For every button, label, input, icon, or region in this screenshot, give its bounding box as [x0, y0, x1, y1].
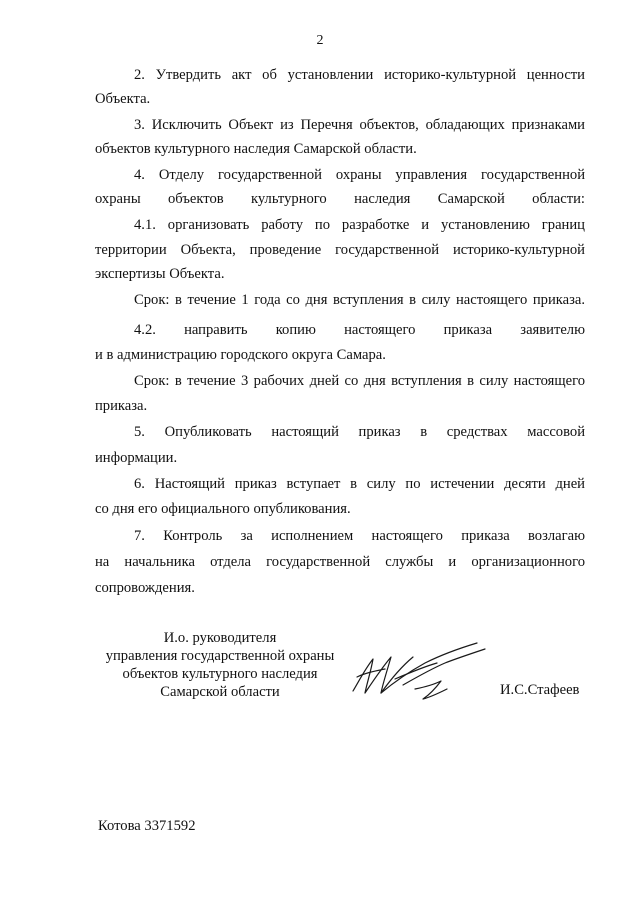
signer-name: И.С.Стафеев — [500, 682, 580, 698]
item-4-line-1: 4. Отделу государственной охраны управления государственной — [134, 167, 585, 183]
item-6-line-2: со дня его официального опубликования. — [95, 501, 351, 517]
item-2-line-1: 2. Утвердить акт об установлении историко-культурной ценности — [134, 67, 585, 83]
item-4-2-line-1: 4.2. направить копию настоящего приказа заявителю — [134, 322, 585, 338]
item-4-1-line-3: экспертизы Объекта. — [95, 266, 225, 282]
signatory-title-line-2: управления государственной охраны — [105, 648, 335, 664]
item-7-line-1: 7. Контроль за исполнением настоящего приказа возлагаю — [134, 528, 585, 544]
item-4-2-line-2: и в администрацию городского округа Самара. — [95, 347, 386, 363]
page-number: 2 — [316, 33, 324, 48]
item-4-line-2: охраны объектов культурного наследия Самарской области: — [95, 191, 585, 207]
item-6-line-1: 6. Настоящий приказ вступает в силу по истечении десяти дней — [134, 476, 585, 492]
signatory-title-line-4: Самарской области — [160, 684, 280, 700]
handwritten-signature — [345, 633, 495, 703]
deadline-1: Срок: в течение 1 года со дня вступления в силу настоящего приказа. — [134, 292, 585, 308]
item-2-line-2: Объекта. — [95, 91, 151, 107]
item-5-line-1: 5. Опубликовать настоящий приказ в средствах массовой — [134, 424, 585, 440]
item-4-1-line-2: территории Объекта, проведение государственной историко-культурной — [95, 242, 585, 258]
signatory-title-line-1: И.о. руководителя — [163, 630, 277, 646]
item-5-line-2: информации. — [95, 450, 178, 466]
deadline-2-line-1: Срок: в течение 3 рабочих дней со дня вступления в силу настоящего — [134, 373, 585, 389]
deadline-2-line-2: приказа. — [95, 398, 148, 414]
executor-contact: Котова 3371592 — [98, 818, 196, 834]
item-3-line-1: 3. Исключить Объект из Перечня объектов, обладающих признаками — [134, 117, 585, 133]
item-4-1-line-1: 4.1. организовать работу по разработке и установлению границ — [134, 217, 585, 233]
signatory-title-line-3: объектов культурного наследия — [122, 666, 318, 682]
item-7-line-2: на начальника отдела государственной службы и организационного — [95, 554, 585, 570]
item-7-line-3: сопровождения. — [95, 580, 195, 596]
item-3-line-2: объектов культурного наследия Самарской области. — [95, 141, 417, 157]
